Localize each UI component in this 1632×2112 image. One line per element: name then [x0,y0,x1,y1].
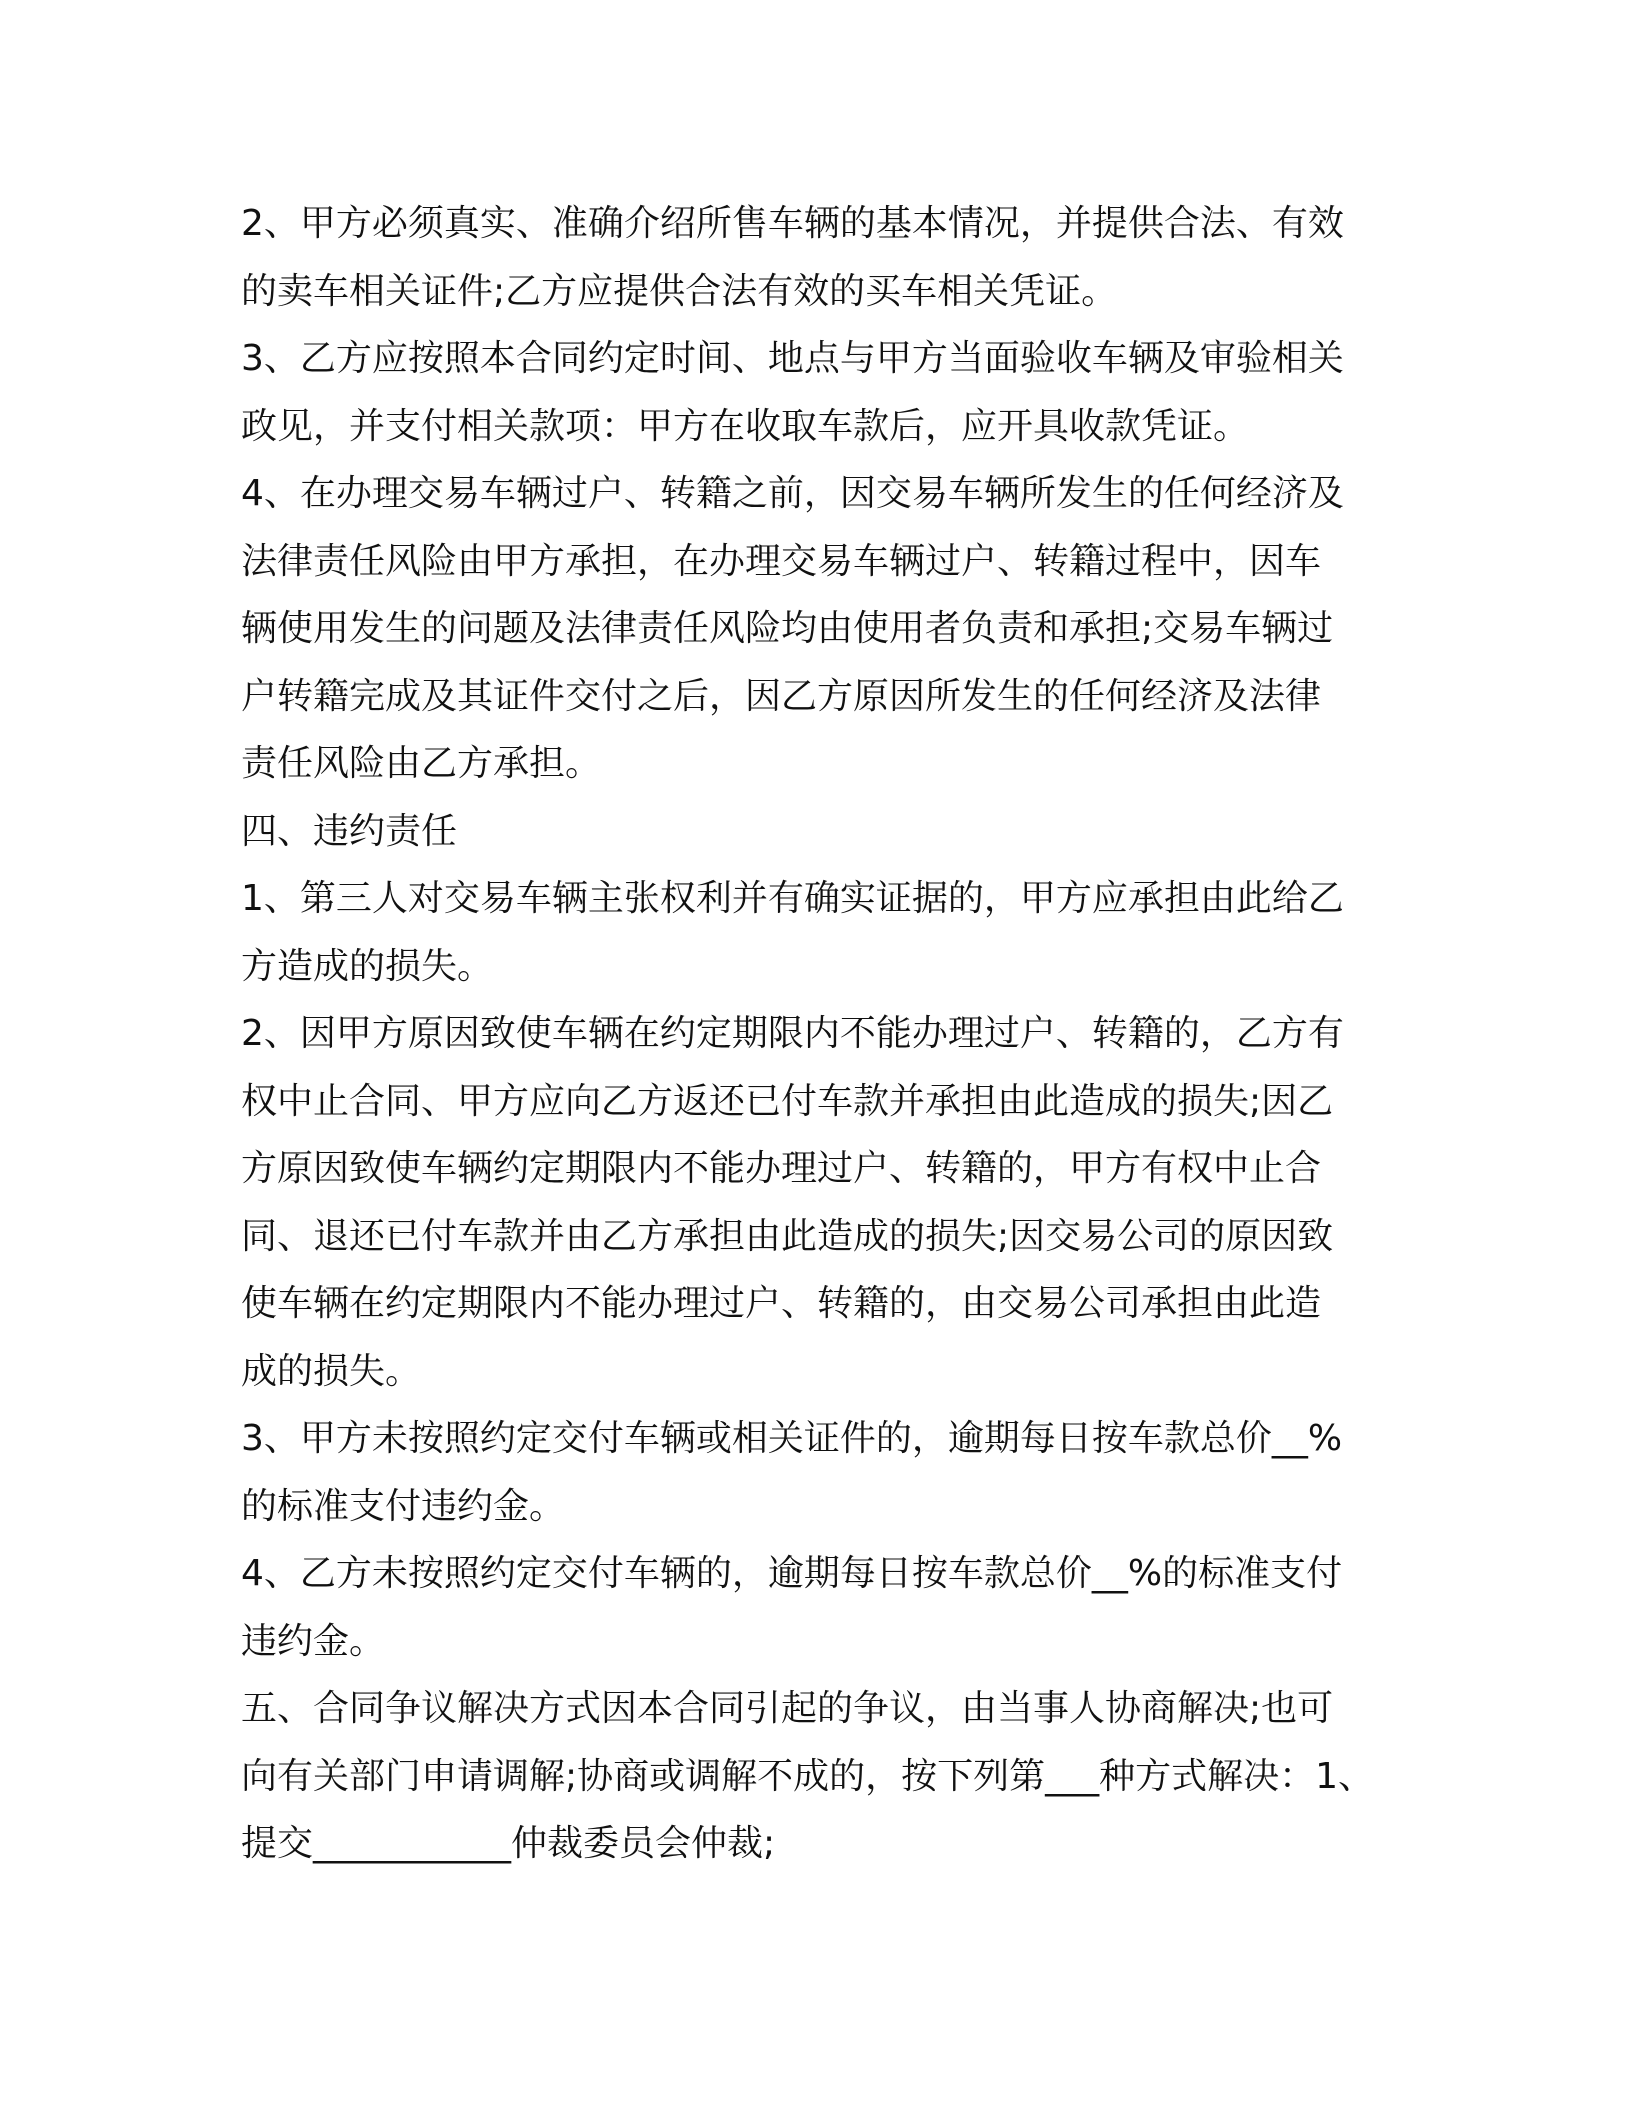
text-line: 户转籍完成及其证件交付之后，因乙方原因所发生的任何经济及法律 [241,675,1322,717]
text-line: 2、因甲方原因致使车辆在约定期限内不能办理过户、转籍的，乙方有 [241,1013,1344,1054]
text-line: 3、甲方未按照约定交付车辆或相关证件的，逾期每日按车款总价__% [241,1418,1343,1459]
text-line: 的卖车相关证件;乙方应提供合法有效的买车相关凭证。 [241,270,1118,312]
clause-paragraph [241,325,1401,460]
text-line: 的标准支付违约金。 [241,1485,566,1527]
text-line: 4、乙方未按照约定交付车辆的，逾期每日按车款总价__%的标准支付 [241,1553,1343,1594]
text-line: 权中止合同、甲方应向乙方返还已付车款并承担由此造成的损失;因乙 [241,1080,1334,1122]
section-heading [241,798,1401,866]
text-line: 五、合同争议解决方式因本合同引起的争议，由当事人协商解决;也可 [241,1688,1334,1729]
text-line: 方造成的损失。 [241,945,494,987]
clause-paragraph [241,1000,1401,1405]
text-line: 同、退还已付车款并由乙方承担由此造成的损失;因交易公司的原因致 [241,1215,1334,1257]
text-line: 辆使用发生的问题及法律责任风险均由使用者负责和承担;交易车辆过 [241,608,1334,649]
text-line: 方原因致使车辆约定期限内不能办理过户、转籍的，甲方有权中止合 [241,1148,1322,1189]
text-line: 3、乙方应按照本合同约定时间、地点与甲方当面验收车辆及审验相关 [241,338,1344,379]
section-paragraph [241,1675,1401,1878]
text-line: 政见，并支付相关款项：甲方在收取车款后，应开具收款凭证。 [241,405,1250,447]
text-line: 1、第三人对交易车辆主张权利并有确实证据的，甲方应承担由此给乙 [241,878,1344,919]
text-line: 2、甲方必须真实、准确介绍所售车辆的基本情况，并提供合法、有效 [241,203,1344,244]
text-line: 使车辆在约定期限内不能办理过户、转籍的，由交易公司承担由此造 [241,1283,1322,1324]
text-line: 4、在办理交易车辆过户、转籍之前，因交易车辆所发生的任何经济及 [241,473,1344,514]
clause-paragraph [241,460,1401,798]
text-line: 向有关部门申请调解;协商或调解不成的，按下列第___种方式解决：1、 [241,1755,1375,1797]
text-line: 提交___________仲裁委员会仲裁; [241,1823,776,1864]
document-page [241,190,1401,1878]
clause-paragraph [241,1540,1401,1675]
clause-paragraph [241,1405,1401,1540]
clause-paragraph [241,190,1401,325]
text-line: 成的损失。 [241,1350,422,1392]
text-line: 四、违约责任 [241,810,458,852]
clause-paragraph [241,865,1401,1000]
text-line: 责任风险由乙方承担。 [241,743,602,784]
text-line: 违约金。 [241,1620,386,1662]
text-line: 法律责任风险由甲方承担，在办理交易车辆过户、转籍过程中，因车 [241,540,1322,582]
